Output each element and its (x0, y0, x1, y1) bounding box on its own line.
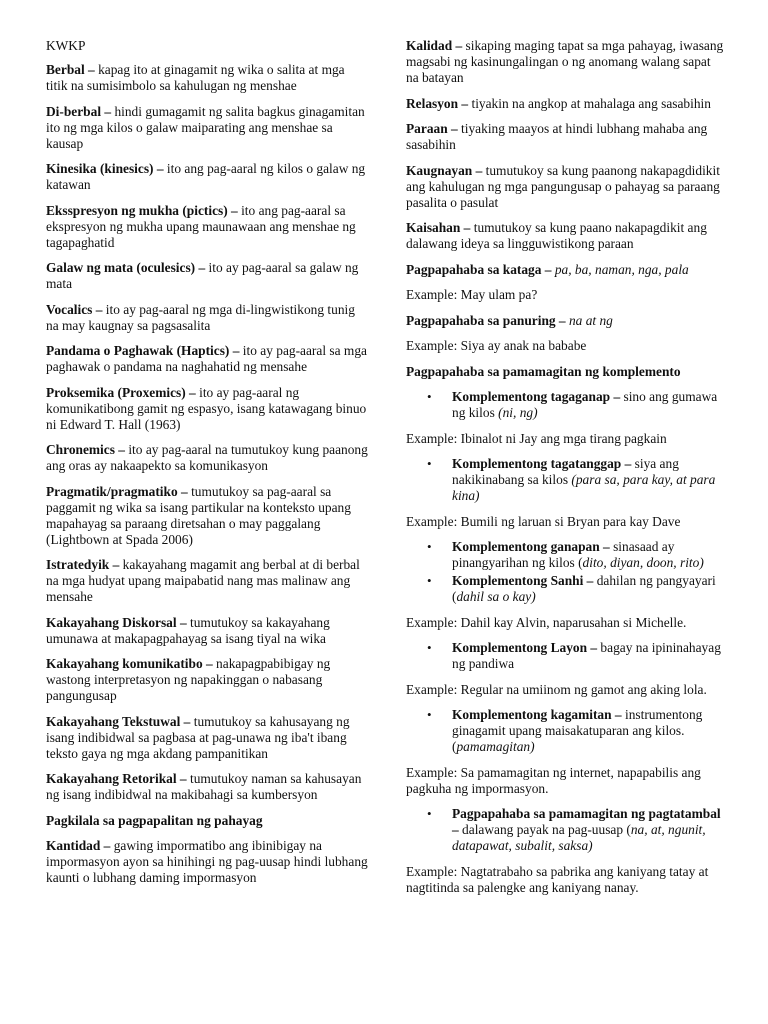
entry-term: Chronemics – (46, 442, 125, 457)
entry-text: instrumentong ginagamit upang maisakatuparan ang kilos. ( (452, 707, 703, 754)
bullet-marker: • (427, 389, 432, 404)
example-line: Example: Nagtatrabaho sa pabrika ang kaniyang tatay at nagtitinda sa palengke ang kaniyang nanay. (406, 863, 709, 895)
bullet-marker: • (427, 456, 432, 471)
entry-text: tumutukoy sa kung paano nakapagdikit ang dalawang ideya sa lingguwistikong paraan (406, 220, 707, 251)
definition-entry (46, 260, 368, 292)
definition-entry (46, 343, 368, 375)
entry-term: Berbal – (46, 62, 95, 77)
entry-text: nakapagpabibigay ng wastong interpretasyon ng napakinggan o nabasang pangungusap (46, 656, 331, 703)
entry-term: Relasyon – (406, 95, 469, 111)
entry-examples: na at ng (565, 312, 613, 328)
definition-entry (46, 442, 368, 474)
definition-entry (46, 557, 368, 605)
entry-term: Istratedyik – (46, 557, 120, 572)
example-line: Example: May ulam pa? (406, 287, 538, 302)
entry-term: Pandama o Paghawak (Haptics) – (46, 343, 240, 358)
definition-entry (46, 656, 368, 704)
definition-entry (406, 313, 724, 329)
entry-text: dahilan ng pangyayari ( (452, 573, 716, 604)
entry-text: kapag ito at ginagamit ng wika o salita at mga titik na sumisimbolo sa kahulugan ng menshae (46, 62, 345, 93)
definition-entry (46, 484, 368, 548)
entry-term: Di-berbal – (46, 103, 112, 119)
entry-text: tumutukoy sa kahusayang ng isang indibidwal sa pagbasa at pag-unawa ng iba't ibang teksto gaya ng mga akdang pampanitikan (46, 713, 350, 761)
example-line: Example: Dahil kay Alvin, naparusahan si Michelle. (406, 614, 687, 630)
left-column (46, 38, 368, 896)
entry-text: siya ang nakikinabang sa kilos (452, 456, 679, 487)
entry-term: Komplementong Layon – (452, 640, 598, 655)
entry-examples: pamamagitan) (456, 739, 535, 754)
entry-text: ito ay pag-aaral ng mga di-lingwistikong tunig na may kaugnay sa pagsasalita (46, 301, 355, 333)
bullet-item (406, 456, 724, 504)
entry-term: Galaw ng mata (oculesics) – (46, 260, 206, 275)
bullet-item (406, 707, 724, 755)
entry-text: tiyakin na angkop at mahalaga ang sasabihin (468, 95, 711, 111)
entry-text: ito ang pag-aaral ng kilos o galaw ng katawan (46, 161, 366, 192)
definition-entry (46, 104, 368, 152)
bullet-marker: • (427, 539, 432, 554)
entry-examples: (para sa, para kay, at para kina) (452, 472, 716, 503)
definition-entry (46, 161, 368, 193)
entry-term: Komplementong kagamitan – (452, 707, 622, 722)
definition-entry (46, 771, 368, 803)
entry-text: sino ang gumawa ng kilos (452, 389, 718, 420)
entry-text: tumutukoy sa kakayahang umunawa at makapagpahayag sa isang tiyal na wika (46, 614, 330, 646)
entry-examples: dahil sa o kay) (456, 589, 536, 604)
entry-text: ito ang pag-aaral sa ekspresyon ng mukha upang maunawaan ang menshae ng tagapaghatid (46, 202, 356, 250)
example-line: Example: Bumili ng laruan si Bryan para kay Dave (406, 513, 681, 529)
entry-text: ito ay pag-aaral sa galaw ng mata (46, 260, 359, 291)
entry-term: Kantidad – (46, 838, 111, 853)
bullet-marker: • (427, 640, 432, 655)
entry-term: Proksemika (Proxemics) – (46, 384, 196, 400)
document-title: KWKP (46, 38, 86, 53)
entry-term: Vocalics – (46, 301, 103, 317)
definition-entry (46, 838, 368, 886)
entry-text: hindi gumagamit ng salita bagkus ginagamitan ito ng mga kilos o galaw maiparating ang menshae sa kausap (46, 103, 365, 151)
entry-term: Kinesika (kinesics) – (46, 161, 164, 176)
entry-examples: (ni, ng) (498, 405, 538, 420)
entry-term: Pragmatik/pragmatiko – (46, 483, 188, 499)
entry-term: Pagpapahaba sa kataga – (406, 261, 552, 277)
entry-text: ito ay pag-aaral na tumutukoy kung paanong ang oras ay nakaapekto sa komunikasyon (46, 442, 368, 473)
bullet-item (406, 640, 724, 672)
bullet-marker: • (427, 573, 432, 588)
entry-term: Kakayahang Retorikal – (46, 771, 187, 786)
entry-term: Kakayahang Tekstuwal – (46, 713, 191, 729)
entry-term: Komplementong Sanhi – (452, 573, 594, 588)
definition-entry (406, 121, 724, 153)
bullet-marker: • (427, 707, 432, 722)
entry-examples: na, at, ngunit, datapawat, subalit, saksa) (452, 822, 706, 853)
example-line: Example: Regular na umiinom ng gamot ang aking lola. (406, 681, 707, 697)
entry-text: tumutukoy naman sa kahusayan ng isang indibidwal na makibahagi sa kumbersyon (46, 771, 362, 802)
example-line: Example: Sa pamamagitan ng internet, napapabilis ang pagkuha ng impormasyon. (406, 764, 701, 796)
example-line: Example: Ibinalot ni Jay ang mga tirang pagkain (406, 430, 667, 446)
entry-text: kakayahang magamit ang berbal at di berbal na mga hudyat upang maipabatid nang mas malinaw ang mensahe (46, 557, 360, 604)
entry-term: Eksspresyon ng mukha (pictics) – (46, 202, 238, 218)
bullet-item (406, 389, 724, 421)
definition-entry (46, 385, 368, 433)
entry-text: tumutukoy sa kung paanong nakapagdidikit ang kahulugan ng mga pangungusap o pahayag sa paraang pasalita o pasulat (406, 162, 720, 210)
entry-text: ito ay pag-aaral ng komunikatibong gamit ng espasyo, isang katawagang binuo ni Edward T. Hall (1963) (46, 384, 367, 432)
entry-term: Komplementong tagaganap – (452, 389, 621, 404)
entry-text: gawing impormatibo ang ibinibigay na impormasyon ayon sa hinihingi ng pag-uusap hindi lubhang kaunti o lubhang daming impormasyon (46, 838, 368, 885)
definition-entry (406, 220, 724, 252)
entry-text: tiyaking maayos at hindi lubhang mahaba ang sasabihin (406, 121, 708, 152)
definition-entry (406, 163, 724, 211)
entry-term: Kakayahang komunikatibo – (46, 656, 213, 671)
definition-entry (46, 714, 368, 762)
entry-term: Pagpapahaba sa panuring – (406, 312, 566, 328)
definition-entry (406, 262, 724, 278)
entry-term: Kaugnayan – (406, 162, 483, 178)
entry-term: Paraan – (406, 121, 458, 136)
entry-term: Kalidad – (406, 38, 463, 53)
bullet-item (406, 806, 724, 854)
entry-term: Pagpapahaba sa pamamagitan ng pagtatambal – (452, 806, 721, 837)
entry-term: Komplementong ganapan – (452, 539, 610, 554)
definition-entry (46, 203, 368, 251)
section-heading: Pagkilala sa pagpapalitan ng pahayag (46, 812, 263, 828)
entry-text: sinasaad ay pinangyarihan ng kilos ( (452, 539, 675, 570)
entry-text: tumutukoy sa pag-aaral sa paggamit ng wika sa isang partikular na konteksto upang mapahayag sa paraang diretsahan o may paggalang (Lightbown at Spada 2006) (46, 483, 351, 547)
entry-term: Kaisahan – (406, 220, 471, 235)
definition-entry (46, 615, 368, 647)
example-line: Example: Siya ay anak na bababe (406, 338, 587, 353)
right-column (406, 38, 724, 905)
entry-text: dalawang payak na pag-uusap ( (458, 822, 631, 837)
entry-examples: pa, ba, naman, nga, pala (551, 261, 689, 277)
bullet-item (406, 573, 724, 605)
entry-text: sikaping maging tapat sa mga pahayag, iwasang magsabi ng kasinungalingan o ng anomang walang sapat na batayan (406, 38, 724, 85)
definition-entry (406, 96, 724, 112)
bullet-marker: • (427, 806, 432, 821)
entry-term: Komplementong tagatanggap – (452, 456, 632, 471)
definition-entry (406, 38, 724, 86)
entry-text: bagay na ipininahayag ng pandiwa (452, 640, 721, 671)
section-heading: Pagpapahaba sa pamamagitan ng komplemento (406, 363, 681, 379)
definition-entry (46, 62, 368, 94)
bullet-item (406, 539, 724, 571)
entry-term: Kakayahang Diskorsal – (46, 614, 187, 630)
entry-examples: dito, diyan, doon, rito) (582, 555, 704, 570)
definition-entry (46, 302, 368, 334)
entry-text: ito ay pag-aaral sa mga paghawak o pandama na naghahatid ng mensahe (46, 343, 367, 374)
